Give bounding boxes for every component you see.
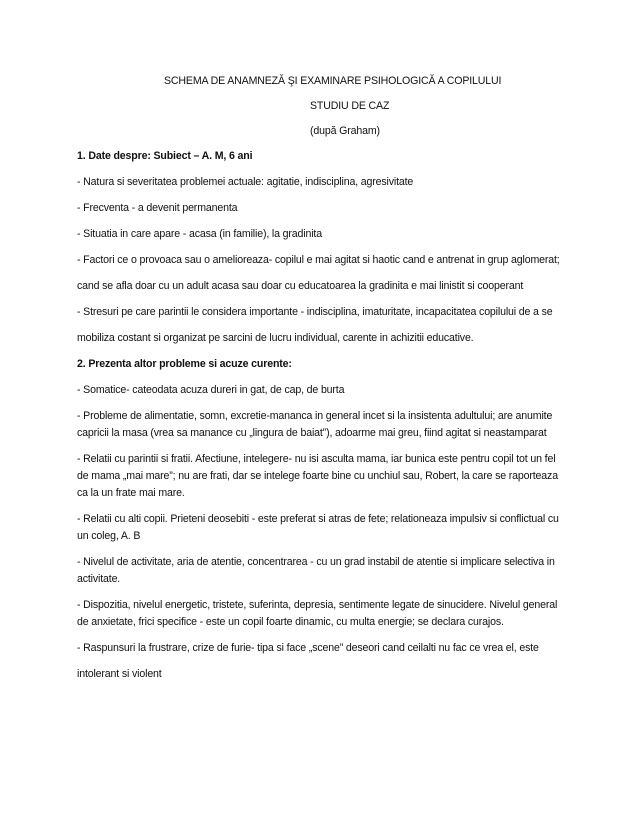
paragraph: cand se afla doar cu un adult acasa sau doar cu educatoarea la gradinita e mai linistit si cooperant xyxy=(77,280,524,292)
document-body xyxy=(77,73,567,692)
paragraph: - Raspunsuri la frustrare, crize de furie- tipa si face „scene” deseori cand ceilalti nu fac ce vrea el, este xyxy=(77,642,539,654)
document-subtitle: STUDIU DE CAZ xyxy=(310,100,390,112)
paragraph: - Stresuri pe care parintii le considera importante - indisciplina, imaturitate, incapacitatea copilului de a se xyxy=(77,306,553,318)
paragraph: - Somatice- cateodata acuza dureri in gat, de cap, de burta xyxy=(77,384,345,396)
paragraph: - Natura si severitatea problemei actuale: agitatie, indisciplina, agresivitate xyxy=(77,176,414,188)
paragraph: intolerant si violent xyxy=(77,668,162,680)
paragraph: mobiliza costant si organizat pe sarcini de lucru individual, carente in achizitii educative. xyxy=(77,332,474,344)
document-author: (după Graham) xyxy=(310,125,380,137)
document-title: SCHEMA DE ANAMNEZĂ ŞI EXAMINARE PSIHOLOGICĂ A COPILULUI xyxy=(164,75,502,87)
paragraph: - Probleme de alimentatie, somn, excretie-mananca in general incet si la insistenta adultului; are anumite capricii la masa (vrea sa manance cu „lingura de baiat”), adoarme mai greu, fiind agitat si neastamparat xyxy=(77,410,553,439)
paragraph: - Factori ce o provoaca sau o amelioreaza- copilul e mai agitat si haotic cand e antrenat in grup aglomerat; xyxy=(77,254,560,266)
paragraph: - Relatii cu parintii si fratii. Afectiune, intelegere- nu isi asculta mama, iar bunica este pentru copil tot un fel de mama „mai mare”; nu are frati, dar se intelege foarte bine cu unchiul sau, Robert, la care se raporteaza ca la un frate mai mare. xyxy=(77,453,558,499)
paragraph: - Dispozitia, nivelul energetic, tristete, suferinta, depresia, sentimente legate de sinucidere. Nivelul general de anxietate, frici specifice - este un copil foarte dinamic, cu multa energie; se declara curajos. xyxy=(77,599,558,628)
paragraph: - Frecventa - a devenit permanenta xyxy=(77,202,238,214)
paragraph: - Situatia in care apare - acasa (in familie), la gradinita xyxy=(77,228,322,240)
section-1-heading: 1. Date despre: Subiect – A. M, 6 ani xyxy=(77,150,253,162)
section-2-heading: 2. Prezenta altor probleme si acuze curente: xyxy=(77,358,292,370)
paragraph: - Nivelul de activitate, aria de atentie, concentrarea - cu un grad instabil de atentie si implicare selectiva in activitate. xyxy=(77,556,555,585)
paragraph: - Relatii cu alti copii. Prieteni deosebiti - este preferat si atras de fete; relationeaza impulsiv si conflictual cu un coleg, A. B xyxy=(77,513,559,542)
